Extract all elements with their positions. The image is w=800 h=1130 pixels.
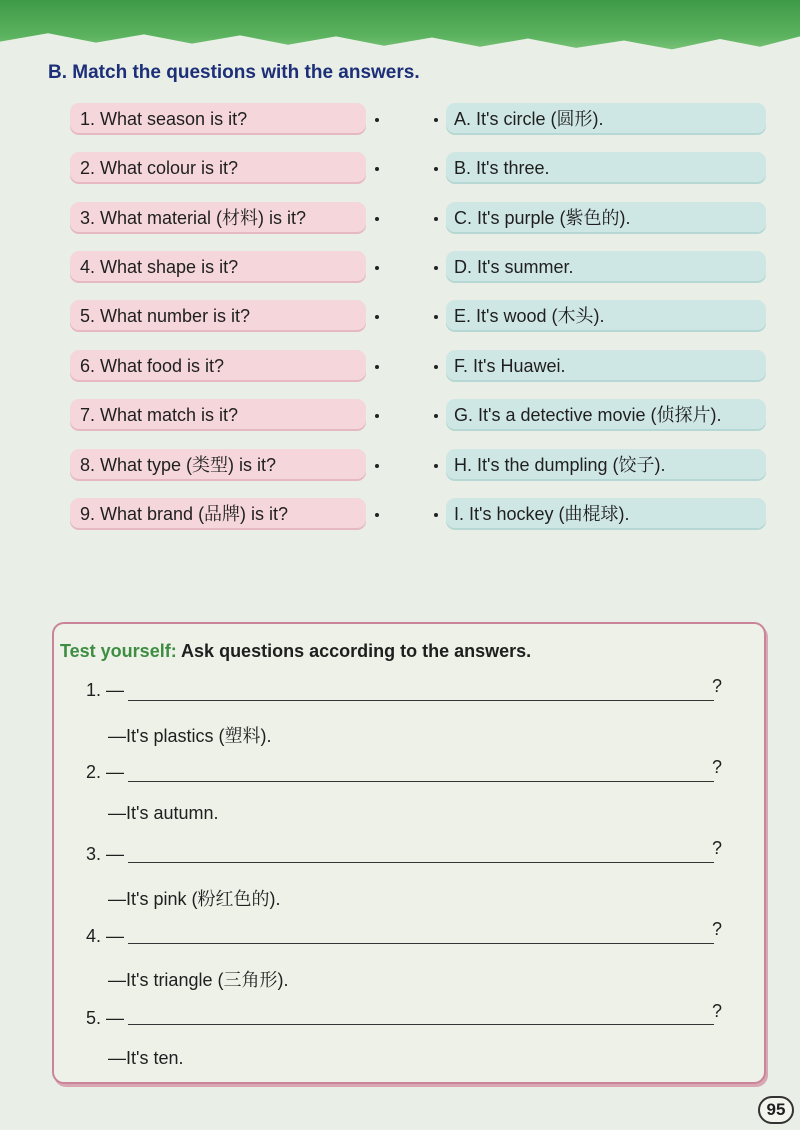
test-answer-line-3[interactable] bbox=[128, 862, 714, 863]
question-6: 6. What food is it? bbox=[70, 350, 366, 382]
match-dot-left-4[interactable] bbox=[375, 266, 379, 270]
match-dot-left-3[interactable] bbox=[375, 217, 379, 221]
test-given-answer-4: —It's triangle (三角形). bbox=[108, 970, 289, 990]
question-4: 4. What shape is it? bbox=[70, 251, 366, 283]
match-dot-left-8[interactable] bbox=[375, 464, 379, 468]
match-dot-right-d[interactable] bbox=[434, 266, 438, 270]
match-dot-left-5[interactable] bbox=[375, 315, 379, 319]
test-question-number-2: 2. — bbox=[86, 762, 125, 782]
test-answer-line-2[interactable] bbox=[128, 781, 714, 782]
match-dot-right-g[interactable] bbox=[434, 414, 438, 418]
answer-h: H. It's the dumpling (饺子). bbox=[446, 449, 766, 481]
question-7: 7. What match is it? bbox=[70, 399, 366, 431]
match-dot-right-i[interactable] bbox=[434, 513, 438, 517]
answer-b: B. It's three. bbox=[446, 152, 766, 184]
test-yourself-instruction: Ask questions according to the answers. bbox=[181, 641, 532, 661]
test-given-answer-1: —It's plastics (塑料). bbox=[108, 726, 272, 746]
question-9: 9. What brand (品牌) is it? bbox=[70, 498, 366, 530]
test-question-mark-1: ? bbox=[712, 676, 723, 696]
match-dot-left-2[interactable] bbox=[375, 167, 379, 171]
test-answer-line-5[interactable] bbox=[128, 1024, 714, 1025]
test-answer-line-4[interactable] bbox=[128, 943, 714, 944]
test-question-mark-3: ? bbox=[712, 838, 723, 858]
question-3: 3. What material (材料) is it? bbox=[70, 202, 366, 234]
test-yourself-box bbox=[52, 622, 766, 1084]
test-question-number-1: 1. — bbox=[86, 680, 125, 700]
match-dot-left-6[interactable] bbox=[375, 365, 379, 369]
test-question-number-3: 3. — bbox=[86, 844, 125, 864]
question-5: 5. What number is it? bbox=[70, 300, 366, 332]
answer-a: A. It's circle (圆形). bbox=[446, 103, 766, 135]
test-question-mark-2: ? bbox=[712, 757, 723, 777]
test-yourself-label: Test yourself: bbox=[60, 641, 177, 661]
page-number: 95 bbox=[758, 1096, 794, 1124]
answer-e: E. It's wood (木头). bbox=[446, 300, 766, 332]
answer-d: D. It's summer. bbox=[446, 251, 766, 283]
section-b-title: B. Match the questions with the answers. bbox=[48, 62, 420, 83]
answer-f: F. It's Huawei. bbox=[446, 350, 766, 382]
match-dot-right-e[interactable] bbox=[434, 315, 438, 319]
match-dot-left-7[interactable] bbox=[375, 414, 379, 418]
top-decorative-band bbox=[0, 0, 800, 52]
match-dot-right-f[interactable] bbox=[434, 365, 438, 369]
test-given-answer-2: —It's autumn. bbox=[108, 803, 219, 823]
question-8: 8. What type (类型) is it? bbox=[70, 449, 366, 481]
test-yourself-heading bbox=[60, 641, 531, 662]
test-answer-line-1[interactable] bbox=[128, 700, 714, 701]
match-dot-left-9[interactable] bbox=[375, 513, 379, 517]
match-dot-right-c[interactable] bbox=[434, 217, 438, 221]
match-dot-left-1[interactable] bbox=[375, 118, 379, 122]
test-given-answer-5: —It's ten. bbox=[108, 1048, 184, 1068]
answer-i: I. It's hockey (曲棍球). bbox=[446, 498, 766, 530]
match-dot-right-a[interactable] bbox=[434, 118, 438, 122]
question-1: 1. What season is it? bbox=[70, 103, 366, 135]
test-question-mark-4: ? bbox=[712, 919, 723, 939]
test-question-number-5: 5. — bbox=[86, 1008, 125, 1028]
test-question-number-4: 4. — bbox=[86, 926, 125, 946]
answer-g: G. It's a detective movie (侦探片). bbox=[446, 399, 766, 431]
test-given-answer-3: —It's pink (粉红色的). bbox=[108, 889, 281, 909]
question-2: 2. What colour is it? bbox=[70, 152, 366, 184]
answer-c: C. It's purple (紫色的). bbox=[446, 202, 766, 234]
match-dot-right-b[interactable] bbox=[434, 167, 438, 171]
match-dot-right-h[interactable] bbox=[434, 464, 438, 468]
test-question-mark-5: ? bbox=[712, 1001, 723, 1021]
